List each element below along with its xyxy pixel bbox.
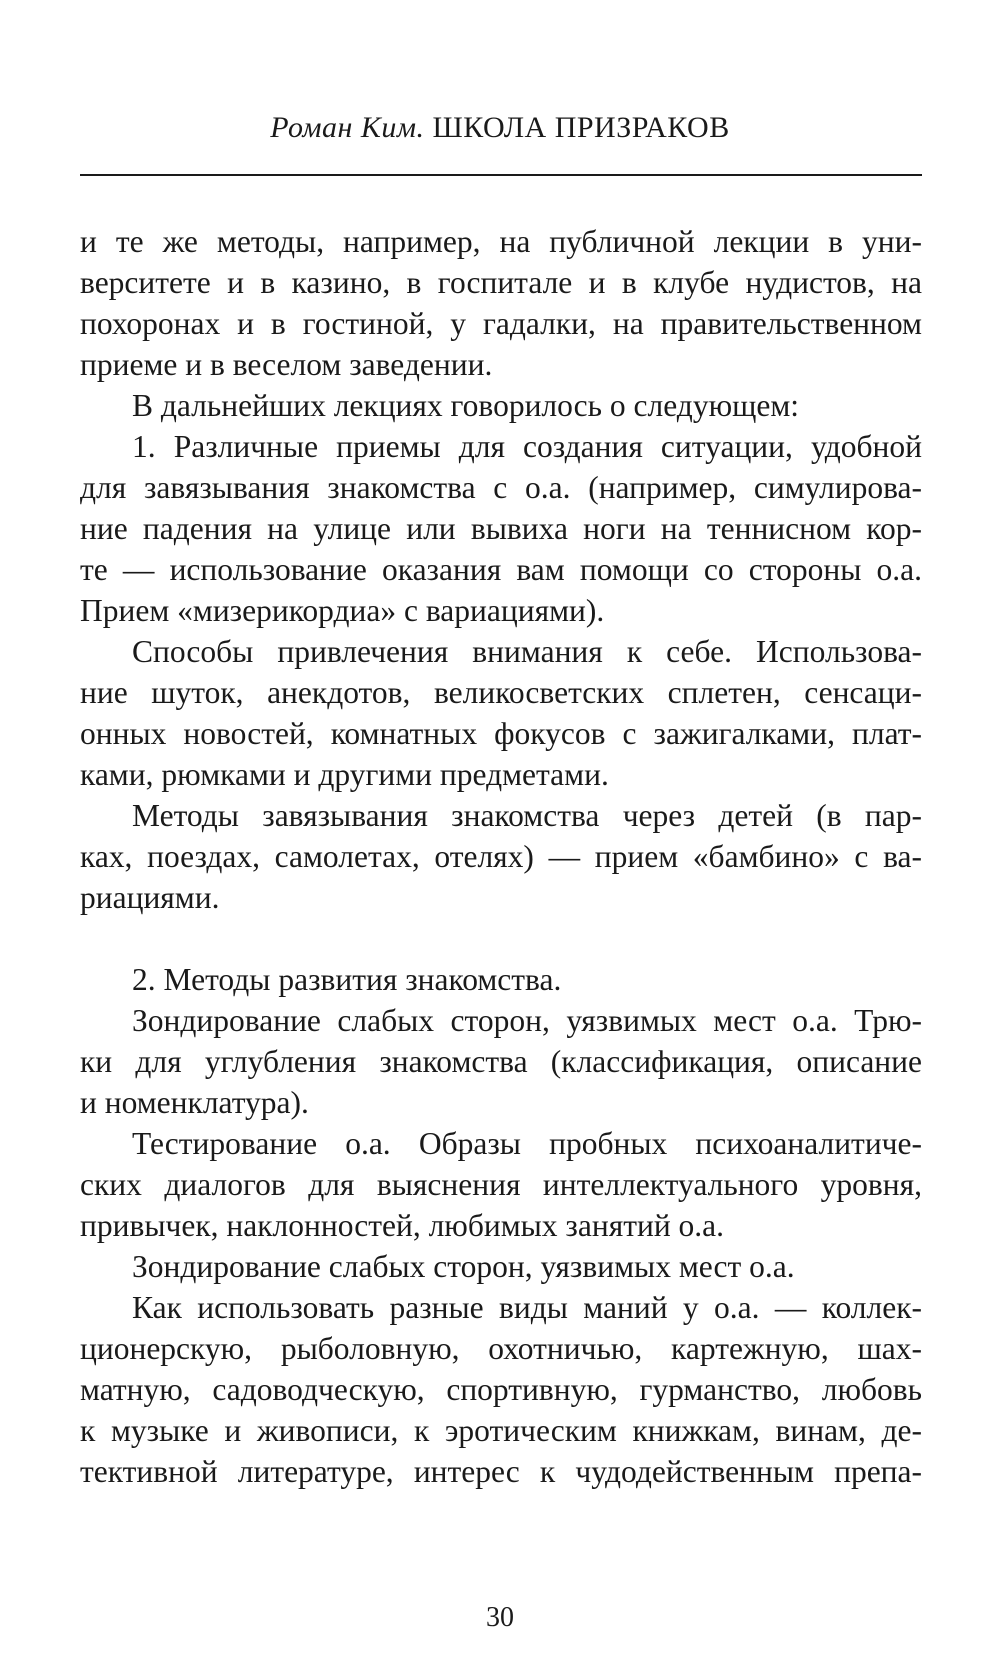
text-line: 2. Методы развития знакомства. [132,962,562,997]
text-line: ние шуток, анекдотов, великосветских сплетен, сенсаци- [80,675,922,710]
header-rule [80,174,922,176]
text-line: ками, рюмками и другими предметами. [80,757,609,792]
text-line: привычек, наклонностей, любимых занятий о.а. [80,1208,725,1243]
header-author: Роман Ким. [270,111,425,144]
text-line: верситете и в казино, в госпитале и в клубе нудистов, на [80,265,922,300]
text-line: матную, садоводческую, спортивную, гурманство, любовь [80,1372,922,1407]
paragraph [80,795,922,918]
running-header [80,108,920,148]
text-line: ках, поездах, самолетах, отелях) — прием «бамбино» с ва- [80,839,922,874]
text-line: Тестирование о.а. Образы пробных психоаналитиче- [132,1126,922,1161]
paragraph [80,631,922,795]
text-line: Методы завязывания знакомства через детей (в пар- [132,798,922,833]
paragraph [80,1123,922,1246]
paragraph [80,1287,922,1492]
paragraph [80,1246,922,1287]
text-line: похоронах и в гостиной, у гадалки, на правительственном [80,306,922,341]
text-line: онных новостей, комнатных фокусов с зажигалками, плат- [80,716,922,751]
text-line: приеме и в веселом заведении. [80,347,493,382]
text-line: Как использовать разные виды маний у о.а. — коллек- [132,1290,922,1325]
text-line: ние падения на улице или вывиха ноги на теннисном кор- [80,511,922,546]
text-line: 1. Различные приемы для создания ситуации, удобной [132,429,922,464]
paragraph [80,221,922,385]
section-gap [80,918,922,959]
body-text [80,221,922,1492]
text-line: тективной литературе, интерес к чудодейственным препа- [80,1454,922,1489]
text-line: Прием «мизерикордиа» с вариациями). [80,593,605,628]
text-line: ционерскую, рыболовную, охотничью, картежную, шах- [80,1331,922,1366]
text-line: Зондирование слабых сторон, уязвимых мест о.а. [132,1249,795,1284]
page-number: 30 [486,1602,514,1633]
paragraph [80,385,922,426]
text-line: к музыке и живописи, к эротическим книжкам, винам, де- [80,1413,922,1448]
text-line: Зондирование слабых сторон, уязвимых мест о.а. Трю- [132,1003,922,1038]
text-line: те — использование оказания вам помощи со стороны о.а. [80,552,922,587]
paragraph [80,959,922,1000]
text-line: и те же методы, например, на публичной лекции в уни- [80,224,922,259]
text-line: ских диалогов для выяснения интеллектуального уровня, [80,1167,922,1202]
paragraph [80,1000,922,1123]
text-line: Способы привлечения внимания к себе. Использова- [132,634,922,669]
header-title: ШКОЛА ПРИЗРАКОВ [432,111,730,144]
paragraph [80,426,922,631]
text-line: и номенклатура). [80,1085,309,1120]
text-line: В дальнейших лекциях говорилось о следующем: [132,388,800,423]
text-line: ки для углубления знакомства (классификация, описание [80,1044,922,1079]
text-line: для завязывания знакомства с о.а. (например, симулирова- [80,470,922,505]
text-line: риациями. [80,880,220,915]
